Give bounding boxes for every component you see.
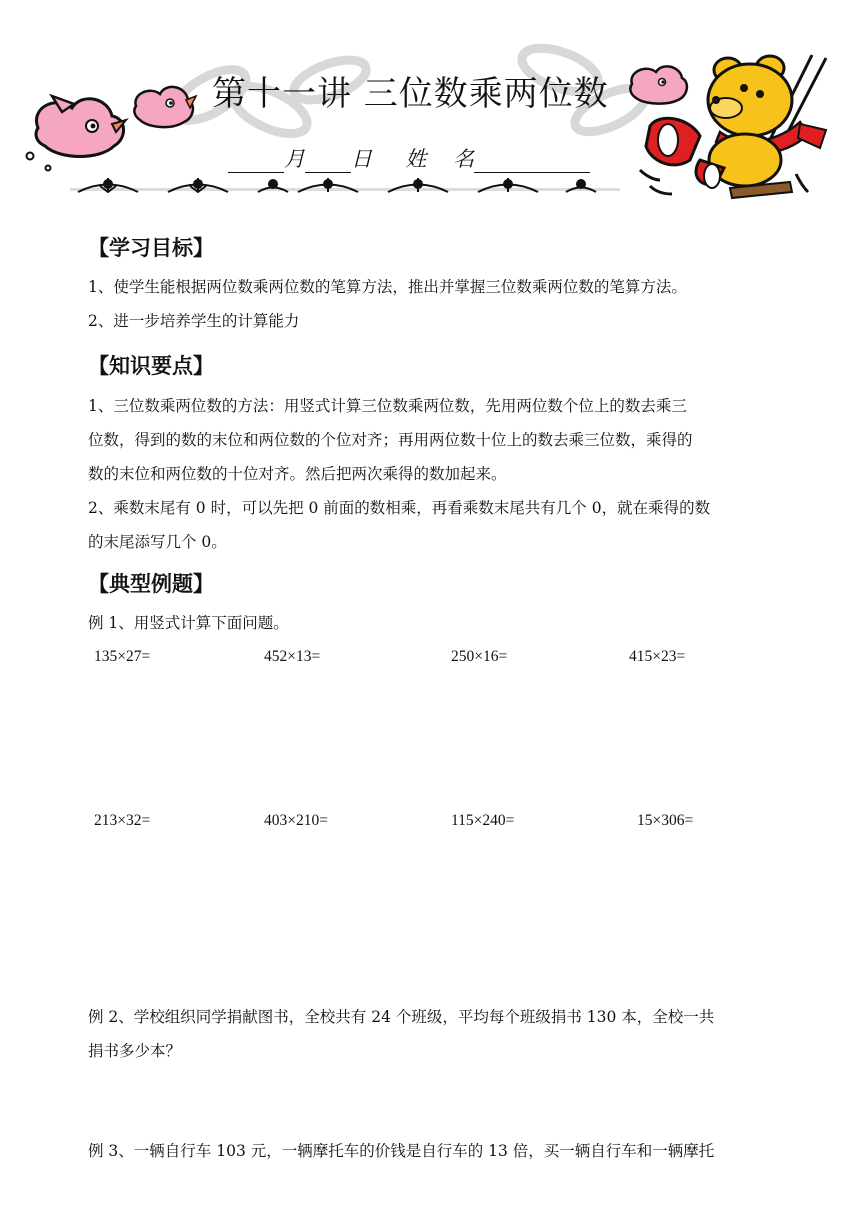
example3-line: 例 3、一辆自行车 103 元，一辆摩托车的价钱是自行车的 13 倍，买一辆自行车和一辆摩托 [88, 1142, 715, 1160]
knowledge-line: 1、三位数乘两位数的方法：用竖式计算三位数乘两位数，先用两位数个位上的数去乘三 [88, 397, 687, 415]
pink-bird-large-icon [27, 96, 127, 171]
knowledge-line: 数的末位和两位数的十位对齐。然后把两次乘得的数加起来。 [88, 465, 507, 483]
goals-heading: 【学习目标】 [88, 236, 214, 260]
knowledge-line: 2、乘数末尾有 0 时，可以先把 0 前面的数相乘，再看乘数末尾共有几个 0，就在乘得的数 [88, 499, 711, 517]
header-decoration [0, 0, 860, 230]
day-blank[interactable] [305, 154, 351, 173]
problem-3: 250×16= [451, 648, 508, 665]
knowledge-line: 位数，得到的数的末位和两位数的个位对齐；再用两位数十位上的数去乘三位数，乘得的 [88, 431, 693, 449]
problem-5: 213×32= [94, 812, 151, 829]
goal-item: 2、进一步培养学生的计算能力 [88, 312, 300, 330]
problem-4: 415×23= [629, 648, 686, 665]
knowledge-line: 的末尾添写几个 0。 [88, 533, 227, 551]
date-name-line [228, 143, 590, 173]
month-label: 月 [284, 147, 305, 171]
name-label: 姓 名 [405, 147, 475, 171]
leaf-border-decoration [70, 178, 620, 192]
examples-heading: 【典型例题】 [88, 572, 214, 596]
example2-line: 例 2、学校组织同学捐献图书，全校共有 24 个班级，平均每个班级捐书 130 本，全校一共 [88, 1008, 715, 1026]
name-blank[interactable] [474, 154, 590, 173]
month-blank[interactable] [228, 154, 284, 173]
knowledge-heading: 【知识要点】 [88, 354, 214, 378]
example1-label: 例 1、用竖式计算下面问题。 [88, 614, 289, 632]
day-label: 日 [351, 147, 372, 171]
page-title: 第十一讲 三位数乘两位数 [212, 74, 609, 114]
problem-6: 403×210= [264, 812, 328, 829]
problem-1: 135×27= [94, 648, 151, 665]
goal-item: 1、使学生能根据两位数乘两位数的笔算方法，推出并掌握三位数乘两位数的笔算方法。 [88, 278, 687, 296]
problem-7: 115×240= [451, 812, 515, 829]
pink-bird-right-icon [630, 66, 687, 103]
problem-2: 452×13= [264, 648, 321, 665]
example2-line: 捐书多少本？ [88, 1042, 182, 1060]
problem-8: 15×306= [637, 812, 694, 829]
